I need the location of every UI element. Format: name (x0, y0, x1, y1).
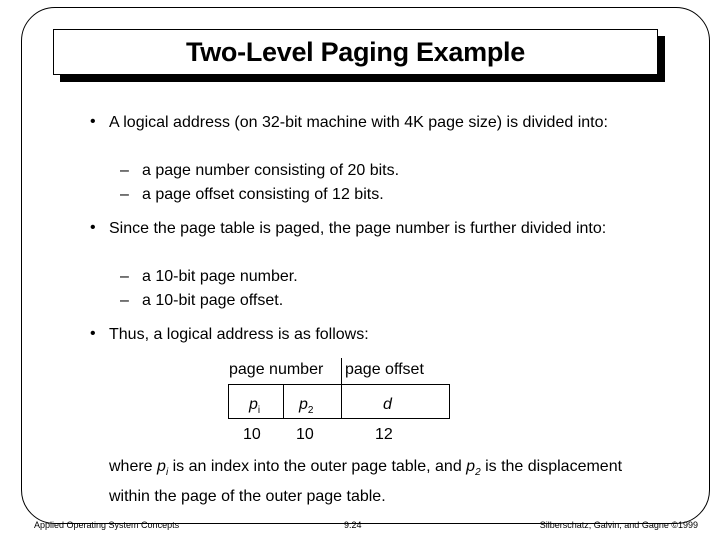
bullet-text: A logical address (on 32-bit machine with 4K page size) is divided into: (109, 114, 608, 131)
field-divider (283, 384, 284, 419)
sub-item (120, 183, 384, 207)
sub-dash: – (120, 162, 129, 179)
header-divider (341, 358, 342, 384)
bullet-symbol: • (90, 219, 96, 236)
field-d: d (383, 396, 392, 413)
bits-p1: 10 (243, 426, 261, 443)
sub-text: a page number consisting of 20 bits. (142, 162, 400, 179)
footer-copyright: Silberschatz, Galvin, and Gagne ©1999 (539, 520, 698, 530)
header-page-offset: page offset (345, 361, 424, 378)
sub-item (120, 159, 399, 183)
sub-dash: – (120, 186, 129, 203)
bullet-text: Since the page table is paged, the page number is further divided into: (109, 220, 607, 237)
field-p1: $p_i$ (249, 396, 261, 417)
bullet-text: Thus, a logical address is as follows: (109, 326, 369, 343)
bullet-symbol: • (90, 113, 96, 130)
footer-course: Applied Operating System Concepts (34, 520, 180, 530)
footer-page-number: 9.24 (344, 520, 362, 530)
sub-text: a page offset consisting of 12 bits. (142, 186, 384, 203)
sub-text: a 10-bit page offset. (142, 292, 284, 309)
title-box (53, 29, 658, 75)
bits-d: 12 (375, 426, 393, 443)
slide-title: Two-Level Paging Example (186, 36, 525, 67)
bullet-symbol: • (90, 325, 96, 342)
sub-text: a 10-bit page number. (142, 268, 298, 285)
sub-item (120, 289, 283, 313)
sub-dash: – (120, 292, 129, 309)
sub-dash: – (120, 268, 129, 285)
field-p2: $p_2$ (299, 396, 314, 417)
field-divider (341, 384, 342, 419)
explanation-text: where $p_i$ is an index into the outer page table, and $p_2$ is the displacement within the page of the outer page table. (109, 458, 623, 506)
sub-item (120, 265, 298, 289)
header-page-number: page number (229, 361, 324, 378)
address-field-box (228, 384, 450, 419)
bits-p2: 10 (296, 426, 314, 443)
